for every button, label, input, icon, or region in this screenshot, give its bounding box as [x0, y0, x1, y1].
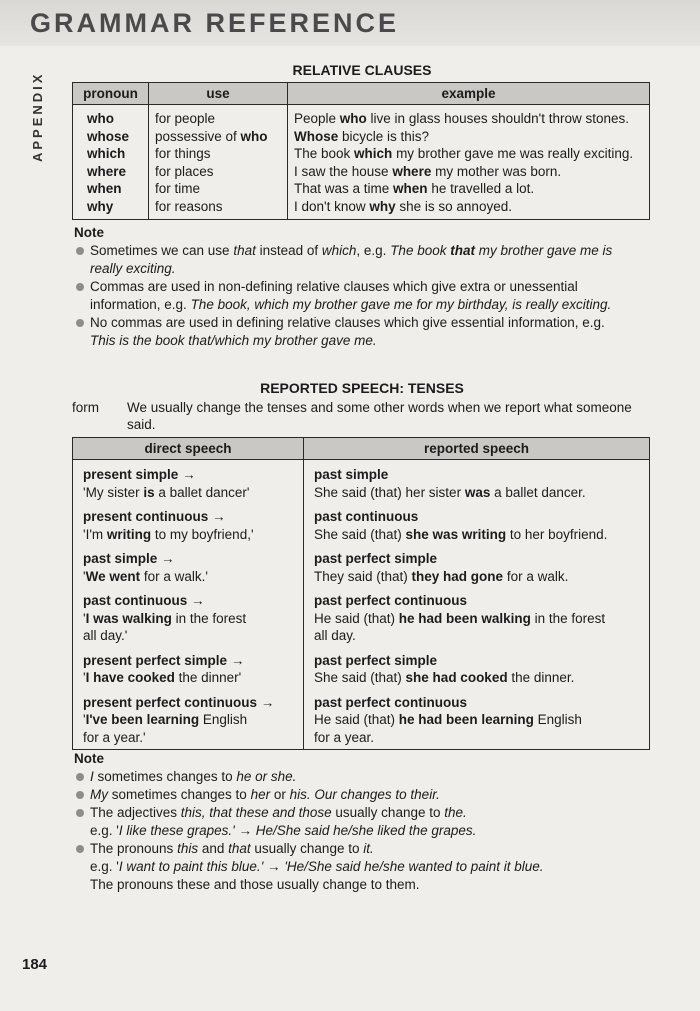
example-text: my brother gave me was really exciting.	[392, 146, 634, 161]
relative-clauses-table	[72, 82, 650, 220]
example-text: bicycle is this?	[338, 128, 430, 144]
example-text: People	[294, 111, 340, 126]
tense-label	[83, 652, 293, 670]
reported-speech-cell	[304, 588, 650, 648]
example-text: I saw the house	[294, 163, 393, 179]
example-bold: I've been learning	[85, 712, 200, 727]
example-text: a ballet dancer'	[154, 484, 250, 500]
pronoun-cell: who	[73, 105, 149, 128]
note-italic: my brother gave me is	[474, 243, 613, 258]
note-italic: The book, which my brother gave me for my birthday, is really exciting.	[190, 297, 612, 312]
form-label: form	[72, 400, 99, 415]
example-text: 'I'm	[83, 526, 107, 542]
tense-label: past perfect simple	[314, 551, 438, 566]
example-text: That was a time	[294, 181, 394, 196]
use-cell	[149, 198, 288, 220]
note-italic: He/She said he/she liked the grapes.	[255, 823, 477, 838]
reported-speech-cell	[304, 546, 650, 588]
reported-speech-cell	[304, 690, 650, 750]
arrow-icon: →	[191, 593, 205, 608]
example-text: for a walk.	[503, 568, 569, 584]
pronoun-cell: whose	[73, 128, 149, 146]
example-text: my mother was born.	[431, 163, 562, 179]
note-heading: Note	[74, 225, 104, 240]
note-heading: Note	[74, 751, 104, 766]
example-bold: who	[339, 111, 367, 126]
table-header-row	[73, 83, 650, 105]
note-italic: My	[90, 787, 108, 802]
arrow-icon: →	[238, 823, 253, 838]
example-text: English	[199, 712, 248, 727]
reported-speech-cell	[304, 648, 650, 690]
note-text: information, e.g.	[90, 297, 191, 312]
tense-label: past perfect continuous	[314, 694, 468, 710]
note-continuation	[74, 858, 654, 876]
note-text: usually change to	[331, 805, 445, 820]
note-continuation	[74, 332, 654, 350]
note-italic: that	[228, 841, 251, 856]
reported-speech-table	[72, 437, 650, 750]
arrow-icon: →	[267, 859, 281, 874]
note-item	[74, 768, 654, 786]
note-italic: I want to paint this blue.'	[118, 859, 264, 874]
note-text: , e.g.	[356, 243, 391, 258]
note-text: Sometimes we can use	[90, 243, 234, 258]
direct-speech-cell	[73, 648, 304, 690]
use-cell	[149, 105, 288, 128]
relative-clauses-heading: RELATIVE CLAUSES	[292, 62, 432, 78]
note-continuation	[74, 876, 654, 894]
note-continuation	[74, 822, 654, 840]
tense-label	[83, 694, 293, 712]
arrow-icon: →	[260, 694, 275, 710]
note-item	[74, 242, 654, 260]
note-italic: it.	[363, 841, 374, 856]
note-item	[74, 804, 654, 822]
table-row	[73, 198, 650, 220]
direct-speech-cell	[73, 588, 304, 648]
note-italic: 'He/She said he/she wanted to paint it blue.	[284, 859, 544, 874]
column-header-example: example	[288, 83, 650, 105]
note-text: and	[198, 841, 229, 856]
example-bold: where	[392, 163, 432, 179]
use-cell	[149, 128, 288, 146]
example-bold: I have cooked	[85, 670, 175, 685]
example-text: '	[83, 670, 86, 685]
example-text: She said (that)	[314, 670, 406, 685]
note-italic: I	[90, 769, 94, 784]
column-header-reported-speech: reported speech	[304, 438, 650, 460]
table-row	[73, 690, 650, 750]
note-continuation	[74, 260, 654, 278]
note-text: The adjectives	[90, 805, 181, 820]
appendix-side-label: APPENDIX	[30, 71, 45, 162]
note-italic: that	[233, 243, 256, 258]
example-cell	[288, 145, 650, 163]
example-text: the dinner.	[507, 670, 575, 685]
table-row	[73, 588, 650, 648]
use-cell	[149, 163, 288, 181]
note-item	[74, 314, 654, 332]
example-text: 'My sister	[83, 484, 144, 500]
note-text: usually change to	[250, 841, 364, 856]
use-text: for reasons	[155, 198, 223, 214]
note-text: The pronouns these and those usually change to them.	[90, 877, 420, 892]
example-text: '	[83, 610, 86, 626]
example-bold: why	[369, 198, 396, 214]
example-bold: We went	[85, 568, 141, 584]
note-italic: the.	[444, 805, 467, 820]
note-continuation	[74, 296, 654, 314]
use-text: for people	[155, 111, 216, 126]
pronoun-cell: when	[73, 180, 149, 198]
example-text: The book	[294, 146, 355, 161]
note-item	[74, 840, 654, 858]
tense-label	[83, 508, 293, 526]
example-bold: she was writing	[405, 526, 507, 542]
example-text: He said (that)	[314, 712, 399, 727]
example-text: she is so annoyed.	[395, 198, 512, 214]
direct-speech-cell	[73, 460, 304, 505]
example-bold: writing	[106, 526, 152, 542]
tense-label-text: present perfect simple	[83, 652, 228, 668]
note-italic: This is the book that/which my brother gave me.	[90, 333, 377, 348]
tense-label: past perfect simple	[314, 652, 438, 668]
use-text: for places	[155, 163, 214, 179]
example-bold: which	[354, 146, 393, 161]
example-bold: when	[393, 181, 428, 196]
note-italic: The book	[390, 243, 451, 258]
example-text: He said (that)	[314, 610, 399, 626]
note-bold-italic: that	[450, 243, 475, 258]
table-row	[73, 504, 650, 546]
note-text: instead of	[255, 243, 322, 258]
note-item	[74, 278, 654, 296]
note-italic: her	[250, 787, 271, 802]
example-text: live in glass houses shouldn't throw stones.	[366, 111, 630, 126]
note-text: No commas are used in defining relative clauses which give essential information, e.g.	[90, 315, 605, 330]
note-italic: his. Our changes to their.	[289, 787, 440, 802]
note-text: e.g. '	[90, 823, 119, 838]
reported-speech-cell	[304, 504, 650, 546]
pronoun-cell: which	[73, 145, 149, 163]
pronoun-cell: where	[73, 163, 149, 181]
example-text: to my boyfriend,'	[151, 526, 254, 542]
example-text: in the forest	[530, 610, 606, 626]
example-bold: Whose	[294, 128, 339, 144]
note-italic: this, that these and those	[180, 805, 332, 820]
example-text: She said (that) her sister	[314, 484, 465, 500]
example-text: he travelled a lot.	[427, 181, 535, 196]
example-bold: is	[143, 484, 155, 500]
arrow-icon: →	[212, 509, 226, 524]
tense-label-text: past continuous	[83, 593, 188, 608]
note-text: The pronouns	[90, 841, 178, 856]
example-bold: was	[464, 484, 491, 500]
tense-label-text: present perfect continuous	[83, 694, 258, 710]
example-bold: he had been walking	[398, 610, 531, 626]
relative-clauses-notes	[74, 224, 654, 350]
arrow-icon: →	[230, 652, 245, 668]
use-cell	[149, 145, 288, 163]
note-text: Commas are used in non-defining relative clauses which give extra or unessential	[90, 279, 578, 294]
table-row	[73, 180, 650, 198]
arrow-icon: →	[161, 551, 175, 566]
note-text: sometimes changes to	[93, 769, 237, 784]
use-text: for things	[155, 146, 211, 161]
example-text: in the forest	[171, 610, 247, 626]
direct-speech-cell	[73, 546, 304, 588]
note-text: sometimes changes to	[108, 787, 251, 802]
tense-label: past continuous	[314, 509, 419, 524]
example-text: '	[83, 712, 86, 727]
tense-label: past perfect continuous	[314, 593, 468, 608]
tense-label	[83, 466, 293, 484]
arrow-icon: →	[182, 467, 196, 482]
example-bold: I was walking	[85, 610, 172, 626]
example-cell	[288, 105, 650, 128]
reported-speech-cell	[304, 460, 650, 505]
example-bold: they had gone	[411, 568, 504, 584]
table-row	[73, 648, 650, 690]
example-bold: he had been learning	[398, 712, 534, 727]
page-number: 184	[22, 956, 48, 973]
table-row	[73, 163, 650, 181]
note-italic: which	[321, 243, 357, 258]
direct-speech-cell	[73, 504, 304, 546]
column-header-use: use	[149, 83, 288, 105]
tense-label-text: past simple	[83, 551, 158, 566]
example-cell	[288, 180, 650, 198]
example-text: '	[83, 568, 86, 584]
note-italic: this	[177, 841, 199, 856]
example-text: for a year.	[314, 729, 375, 745]
use-text: for time	[155, 181, 201, 196]
note-italic: he or she.	[236, 769, 297, 784]
reported-speech-notes	[74, 750, 654, 894]
example-text: English	[533, 712, 582, 727]
column-header-direct-speech: direct speech	[73, 438, 304, 460]
form-text: We usually change the tenses and some other words when we report what someone said.	[127, 400, 632, 432]
example-cell	[288, 128, 650, 146]
example-text: for a year.'	[83, 729, 146, 745]
use-cell	[149, 180, 288, 198]
pronoun-cell: why	[73, 198, 149, 220]
use-bold: who	[240, 128, 268, 144]
table-row	[73, 105, 650, 128]
note-item	[74, 786, 654, 804]
example-text: to her boyfriend.	[506, 526, 608, 542]
tense-label-text: present continuous	[83, 509, 209, 524]
reported-speech-heading: REPORTED SPEECH: TENSES	[260, 380, 464, 396]
example-text: a ballet dancer.	[490, 484, 586, 500]
table-row	[73, 128, 650, 146]
note-text: or	[270, 787, 290, 802]
tense-label-text: present simple	[83, 467, 179, 482]
example-text: I don't know	[294, 198, 370, 214]
direct-speech-cell	[73, 690, 304, 750]
example-text: for a walk.'	[140, 568, 208, 584]
column-header-pronoun: pronoun	[73, 83, 149, 105]
tense-label	[83, 592, 293, 610]
table-header-row	[73, 438, 650, 460]
example-cell	[288, 163, 650, 181]
page-title: GRAMMAR REFERENCE	[30, 8, 400, 38]
table-row	[73, 145, 650, 163]
tense-label	[83, 550, 293, 568]
example-text: She said (that)	[314, 526, 406, 542]
example-text: all day.'	[83, 628, 128, 643]
tense-label: past simple	[314, 467, 389, 482]
example-bold: she had cooked	[405, 670, 508, 685]
note-text: e.g. '	[90, 859, 119, 874]
note-italic: I like these grapes.'	[118, 823, 235, 838]
example-text: all day.	[314, 628, 356, 643]
example-text: the dinner'	[174, 670, 242, 685]
table-row	[73, 460, 650, 505]
example-cell	[288, 198, 650, 220]
table-row	[73, 546, 650, 588]
use-text: possessive of	[155, 128, 241, 144]
note-italic: really exciting.	[90, 261, 176, 276]
example-text: They said (that)	[314, 568, 412, 584]
